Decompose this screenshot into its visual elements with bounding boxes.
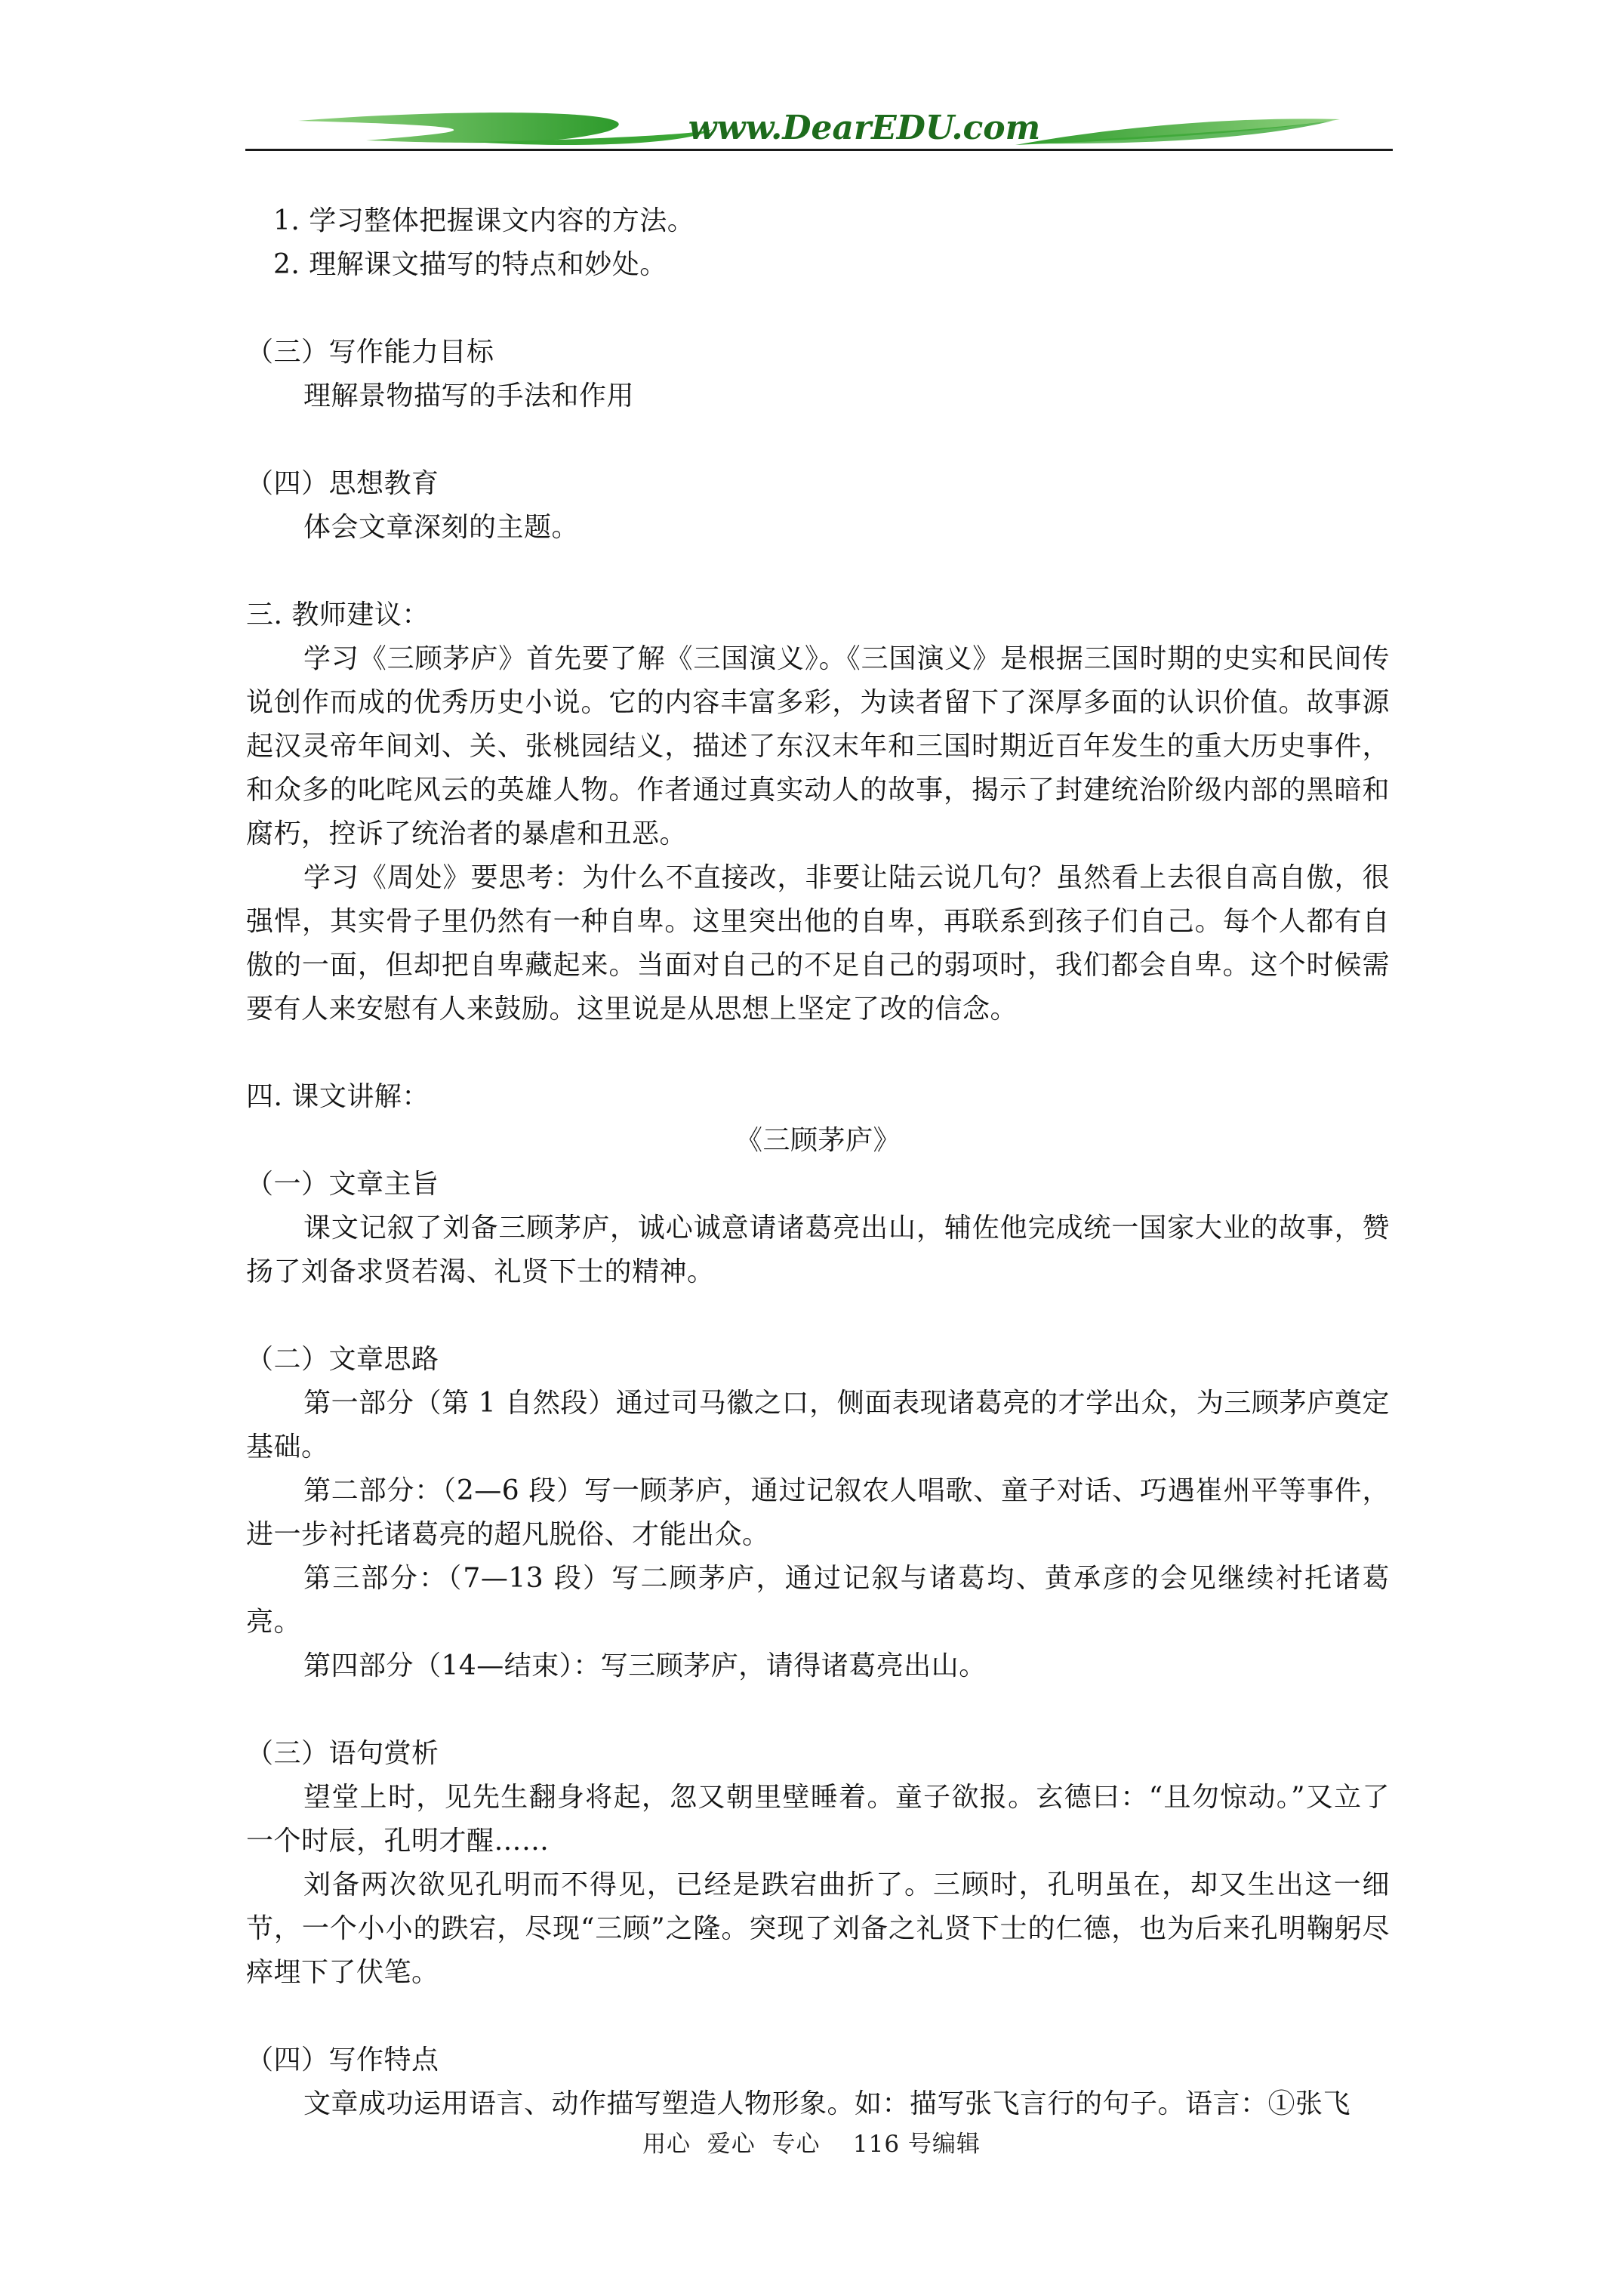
lesson-title: 《三顾茅庐》 <box>735 1125 901 1156</box>
paragraph: 体会文章深刻的主题。 <box>303 512 580 543</box>
spacer <box>246 1995 1390 2039</box>
list-item: 1. 学习整体把握课文内容的方法。 <box>273 205 695 236</box>
site-logo-text: www.DearEDU.com <box>688 109 1041 147</box>
paragraph: 第一部分（第 1 自然段）通过司马徽之口，侧面表现诸葛亮的才学出众，为三顾茅庐奠定基础。 <box>246 1388 1390 1462</box>
paragraph: 第二部分：（2—6 段）写一顾茅庐，通过记叙农人唱歌、童子对话、巧遇崔州平等事件，进一步衬托诸葛亮的超凡脱俗、才能出众。 <box>246 1475 1390 1550</box>
header-banner <box>245 106 1393 153</box>
paragraph: 理解景物描写的手法和作用 <box>303 381 635 411</box>
spacer <box>246 1688 1390 1732</box>
paragraph: 学习《三顾茅庐》首先要了解《三国演义》。《三国演义》是根据三国时期的史实和民间传说创作而成的优秀历史小说。它的内容丰富多彩，为读者留下了深厚多面的认识价值。故事源起汉灵帝年间刘、关、张桃园结义，描述了东汉末年和三国时期近百年发生的重大历史事件，和众多的叱咤风云的英雄人物。作者通过真实动人的故事，揭示了封建统治阶级内部的黑暗和腐朽，控诉了统治者的暴虐和丑恶。 <box>246 643 1390 849</box>
paragraph: 第三部分：（7—13 段）写二顾茅庐，通过记叙与诸葛均、黄承彦的会见继续衬托诸葛亮。 <box>246 1563 1390 1638</box>
section-heading: （三）写作能力目标 <box>246 337 494 368</box>
spacer <box>246 418 1390 462</box>
quote-paragraph: 望堂上时，见先生翻身将起，忽又朝里壁睡着。童子欲报。玄德曰：“且勿惊动。”又立了一个时辰，孔明才醒…… <box>246 1782 1390 1857</box>
paragraph: 文章成功运用语言、动作描写塑造人物形象。如：描写张飞言行的句子。语言：①张飞 <box>303 2088 1351 2119</box>
subsection-heading: （三）语句赏析 <box>246 1738 439 1769</box>
paragraph: 刘备两次欲见孔明而不得见，已经是跌宕曲折了。三顾时，孔明虽在，却又生出这一细节，一个小小的跌宕，尽现“三顾”之隆。突现了刘备之礼贤下士的仁德，也为后来孔明鞠躬尽瘁埋下了伏笔。 <box>246 1869 1390 1988</box>
paragraph: 第四部分（14—结束）：写三顾茅庐，请得诸葛亮出山。 <box>303 1650 987 1681</box>
paragraph: 课文记叙了刘备三顾茅庐，诚心诚意请诸葛亮出山，辅佐他完成统一国家大业的故事，赞扬了刘备求贤若渴、礼贤下士的精神。 <box>246 1213 1390 1287</box>
spacer <box>246 550 1390 593</box>
subsection-heading: （四）写作特点 <box>246 2045 439 2076</box>
list-item: 2. 理解课文描写的特点和妙处。 <box>273 249 667 280</box>
spacer <box>246 1294 1390 1338</box>
left-swoosh <box>298 112 619 143</box>
subsection-heading: （一）文章主旨 <box>246 1169 439 1200</box>
document-body <box>246 199 1390 2126</box>
spacer <box>246 287 1390 331</box>
right-swoosh <box>1015 119 1340 145</box>
paragraph: 学习《周处》要思考：为什么不直接改，非要让陆云说几句？虽然看上去很自高自傲，很强悍，其实骨子里仍然有一种自卑。这里突出他的自卑，再联系到孩子们自己。每个人都有自傲的一面，但却把自卑藏起来。当面对自己的不足自己的弱项时，我们都会自卑。这个时候需要有人来安慰有人来鼓励。这里说是从思想上坚定了改的信念。 <box>246 862 1390 1025</box>
section-heading: （四）思想教育 <box>246 468 439 499</box>
header-rule <box>245 149 1393 151</box>
section-heading: 三. 教师建议： <box>246 599 430 630</box>
section-heading: 四. 课文讲解： <box>246 1081 430 1112</box>
subsection-heading: （二）文章思路 <box>246 1344 439 1375</box>
page-footer: 用心 爱心 专心 116 号编辑 <box>642 2131 981 2158</box>
spacer <box>246 1031 1390 1075</box>
